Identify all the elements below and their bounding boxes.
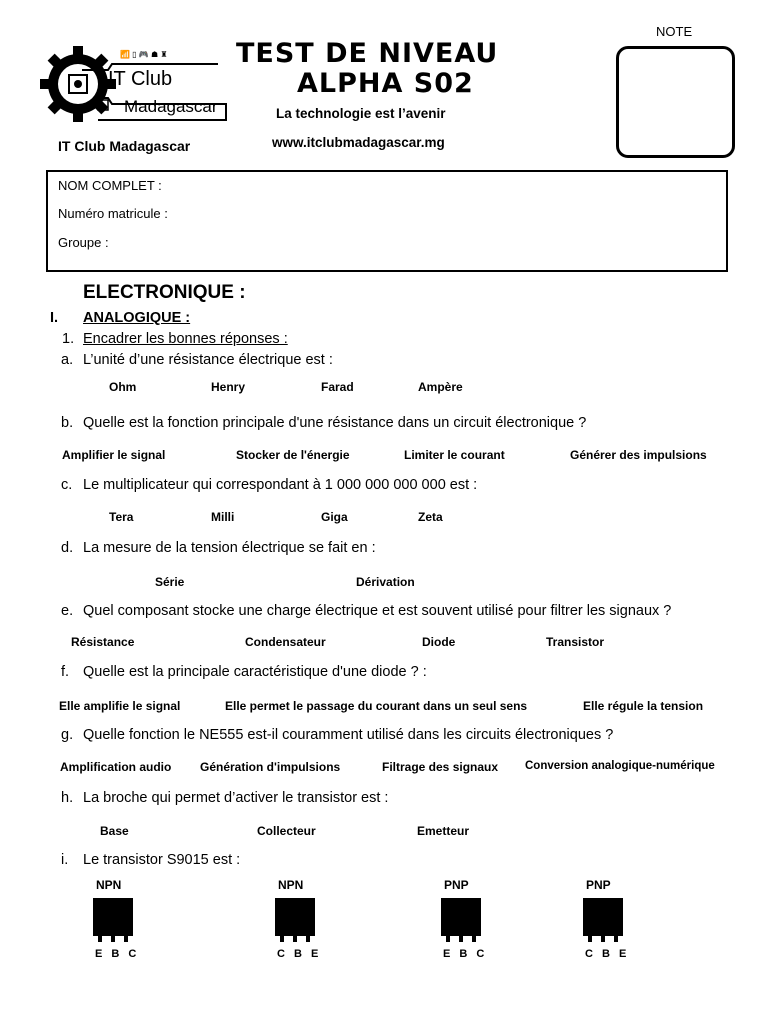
question-d-letter: d. xyxy=(61,540,74,556)
logo-icons: 📶 ▯ 🎮 ☗ ♜ xyxy=(120,50,168,59)
answer-option[interactable]: Collecteur xyxy=(257,824,316,838)
note-label: NOTE xyxy=(656,24,693,39)
org-name: IT Club Madagascar xyxy=(58,138,191,154)
question-b-letter: b. xyxy=(61,415,74,431)
logo-text-madagascar: Madagascar xyxy=(124,97,218,116)
question-c-letter: c. xyxy=(61,477,73,493)
transistor-icon xyxy=(583,898,623,948)
answer-option[interactable]: Transistor xyxy=(546,635,605,649)
question-h: La broche qui permet d’activer le transistor est : xyxy=(83,790,389,806)
note-box[interactable] xyxy=(616,46,735,158)
answer-option[interactable]: Diode xyxy=(422,635,456,649)
section-heading: ELECTRONIQUE : xyxy=(83,282,246,303)
transistor-pins: E B C xyxy=(95,948,140,960)
answer-option[interactable]: Dérivation xyxy=(356,575,415,589)
question-c: Le multiplicateur qui correspondant à 1 000 000 000 000 est : xyxy=(83,477,478,493)
answer-option[interactable]: Stocker de l'énergie xyxy=(236,448,350,462)
instruction-number: 1. xyxy=(62,331,75,347)
question-f-letter: f. xyxy=(61,664,70,680)
transistor-type: PNP xyxy=(586,878,611,892)
transistor-type: NPN xyxy=(96,878,122,892)
question-a-letter: a. xyxy=(61,352,74,368)
answer-option[interactable]: Amplification audio xyxy=(60,760,172,774)
answer-option[interactable]: Filtrage des signaux xyxy=(382,760,499,774)
transistor-pins: C B E xyxy=(585,948,630,960)
part-title: ANALOGIQUE : xyxy=(83,310,191,326)
answer-option[interactable]: Générer des impulsions xyxy=(570,448,707,462)
question-g: Quelle fonction le NE555 est-il couramment utilisé dans les circuits électroniques ? xyxy=(83,727,614,743)
transistor-icon xyxy=(275,898,315,948)
transistor-option[interactable] xyxy=(440,878,488,964)
part-number: I. xyxy=(50,310,59,326)
question-i-letter: i. xyxy=(61,852,69,868)
answer-option[interactable]: Emetteur xyxy=(417,824,470,838)
transistor-pins: C B E xyxy=(277,948,322,960)
question-a: L’unité d’une résistance électrique est : xyxy=(83,352,333,368)
answer-option[interactable]: Elle amplifie le signal xyxy=(59,699,181,713)
logo xyxy=(38,40,228,132)
answer-option[interactable]: Limiter le courant xyxy=(404,448,505,462)
transistor-option[interactable] xyxy=(274,878,322,964)
title-line-1: TEST DE NIVEAU xyxy=(236,38,499,69)
transistor-icon xyxy=(441,898,481,948)
answer-option[interactable]: Ampère xyxy=(418,380,463,394)
answer-option[interactable]: Génération d'impulsions xyxy=(200,760,341,774)
answer-option[interactable]: Zeta xyxy=(418,510,443,524)
question-i: Le transistor S9015 est : xyxy=(83,852,241,868)
answer-option[interactable]: Tera xyxy=(109,510,134,524)
question-f: Quelle est la principale caractéristique d'une diode ? : xyxy=(83,664,427,680)
transistor-type: NPN xyxy=(278,878,304,892)
transistor-type: PNP xyxy=(444,878,469,892)
instruction: Encadrer les bonnes réponses : xyxy=(83,331,288,347)
answer-option[interactable]: Elle permet le passage du courant dans un seul sens xyxy=(225,699,528,713)
answer-option[interactable]: Série xyxy=(155,575,185,589)
slogan: La technologie est l’avenir xyxy=(276,106,446,121)
transistor-option[interactable] xyxy=(582,878,630,964)
question-e: Quel composant stocke une charge électrique et est souvent utilisé pour filtrer les signaux ? xyxy=(83,603,672,619)
answer-option[interactable]: Milli xyxy=(211,510,235,524)
title-line-2: ALPHA S02 xyxy=(297,68,474,99)
question-e-letter: e. xyxy=(61,603,74,619)
answer-option[interactable]: Base xyxy=(100,824,129,838)
answer-option[interactable]: Ohm xyxy=(109,380,137,394)
answer-option[interactable]: Elle régule la tension xyxy=(583,699,704,713)
answer-option[interactable]: Condensateur xyxy=(245,635,326,649)
logo-text-it-club: IT Club xyxy=(108,68,173,90)
answer-option[interactable]: Giga xyxy=(321,510,348,524)
question-h-letter: h. xyxy=(61,790,74,806)
transistor-icon xyxy=(93,898,133,948)
question-d: La mesure de la tension électrique se fait en : xyxy=(83,540,376,556)
student-info-box xyxy=(46,170,728,272)
question-g-letter: g. xyxy=(61,727,74,743)
answer-option[interactable]: Amplifier le signal xyxy=(62,448,166,462)
answer-option[interactable]: Résistance xyxy=(71,635,135,649)
answer-option[interactable]: Conversion analogique-numérique xyxy=(525,760,715,772)
website: www.itclubmadagascar.mg xyxy=(272,135,445,150)
transistor-pins: E B C xyxy=(443,948,488,960)
transistor-option[interactable] xyxy=(92,878,140,964)
question-b: Quelle est la fonction principale d'une résistance dans un circuit électronique ? xyxy=(83,415,587,431)
group-field-label: Groupe : xyxy=(58,235,109,250)
answer-option[interactable]: Henry xyxy=(211,380,246,394)
name-field-label: NOM COMPLET : xyxy=(58,178,162,193)
id-field-label: Numéro matricule : xyxy=(58,206,168,221)
answer-option[interactable]: Farad xyxy=(321,380,354,394)
